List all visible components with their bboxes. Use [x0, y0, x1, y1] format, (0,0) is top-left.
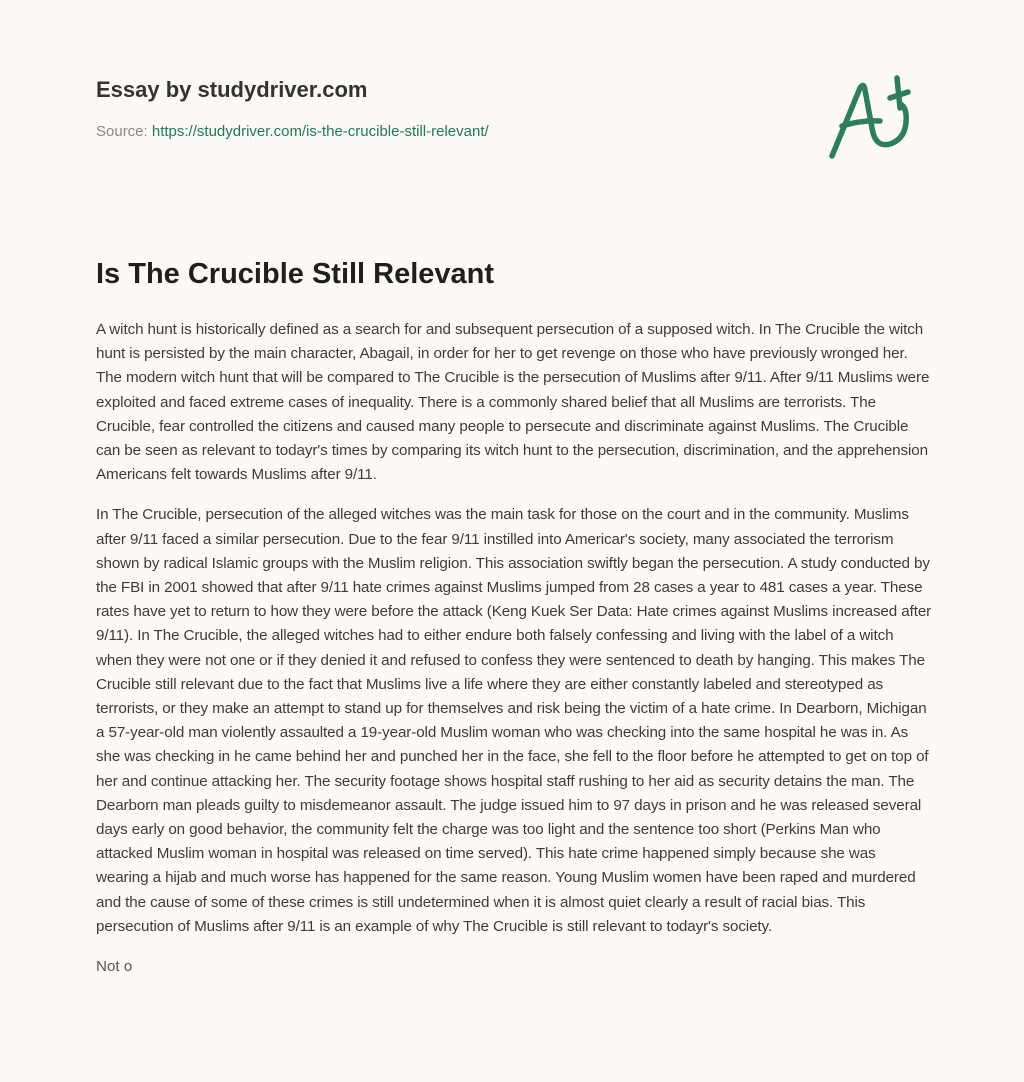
source-link[interactable]: https://studydriver.com/is-the-crucible-still-relevant/: [151, 123, 489, 140]
site-title: Essay by studydriver.com: [96, 77, 368, 102]
paragraph-1: A witch hunt is historically defined as a search for and subsequent persecution of a supposed witch. In The Crucible the witch hunt is persisted by the main character, Abagail, in order for her to get revenge on those who have previously wronged her. The modern witch hunt that will be compared to The Crucible is the persecution of Muslims after 9/11. After 9/11 Muslims were exploited and faced extreme cases of inequality. There is a commonly shared belief that all Muslims are terrorists. The Crucible, fear controlled the citizens and caused many people to persecute and discriminate against Muslims. The Crucible can be seen as relevant to todayr's times by comparing its witch hunt to the persecution, discrimination, and the apprehension Americans felt towards Muslims after 9/11.: [96, 321, 930, 484]
article-title: Is The Crucible Still Relevant: [96, 258, 495, 290]
essay-article: [96, 254, 932, 979]
paragraph-2: In The Crucible, persecution of the alleged witches was the main task for those on the court and in the community. Muslims after 9/11 faced a similar persecution. Due to the fear 9/11 instilled into Americar's society, many associated the terrorism shown by radical Islamic groups with the Muslim religion. This association swiftly began the persecution. A study conducted by the FBI in 2001 showed that after 9/11 hate crimes against Muslims jumped from 28 cases a year to 481 cases a year. These rates have yet to return to how they were before the attack (Keng Kuek Ser Data: Hate crimes against Muslims increased after 9/11). In The Crucible, the alleged witches had to either endure both falsely confessing and living with the label of a witch when they were not one or if they denied it and refused to confess they were sentenced to death by hanging. This makes The Crucible still relevant due to the fact that Muslims live a life where they are either constantly labeled and stereotyped as terrorists, or they make an attempt to stand up for themselves and risk being the victim of a hate crime. In Dearborn, Michigan a 57-year-old man violently assaulted a 19-year-old Muslim woman who was checking into the same hospital he was in. As she was checking in he came behind her and punched her in the face, she fell to the floor before he attempted to get on top of her and continue attacking her. The security footage shows hospital staff rushing to her aid as security detains the man. The Dearborn man pleads guilty to misdemeanor assault. The judge issued him to 97 days in prison and he was released several days early on good behavior, the community felt the charge was too light and the sentence too short (Perkins Man who attacked Muslim woman in hospital was released on time served). This hate crime happened simply because she was wearing a hijab and much worse has happened for the same reason. Young Muslim women have been raped and murdered and the cause of some of these crimes is still undetermined when it is almost quiet clearly a result of racial bias. This persecution of Muslims after 9/11 is an example of why The Crucible is still relevant to todayr's society.: [96, 506, 932, 935]
source-line: [96, 122, 696, 142]
page-header: [96, 74, 696, 142]
a-plus-grade-icon: [820, 66, 930, 166]
truncated-paragraph: Not o: [96, 958, 133, 976]
source-label: Source:: [96, 123, 152, 140]
